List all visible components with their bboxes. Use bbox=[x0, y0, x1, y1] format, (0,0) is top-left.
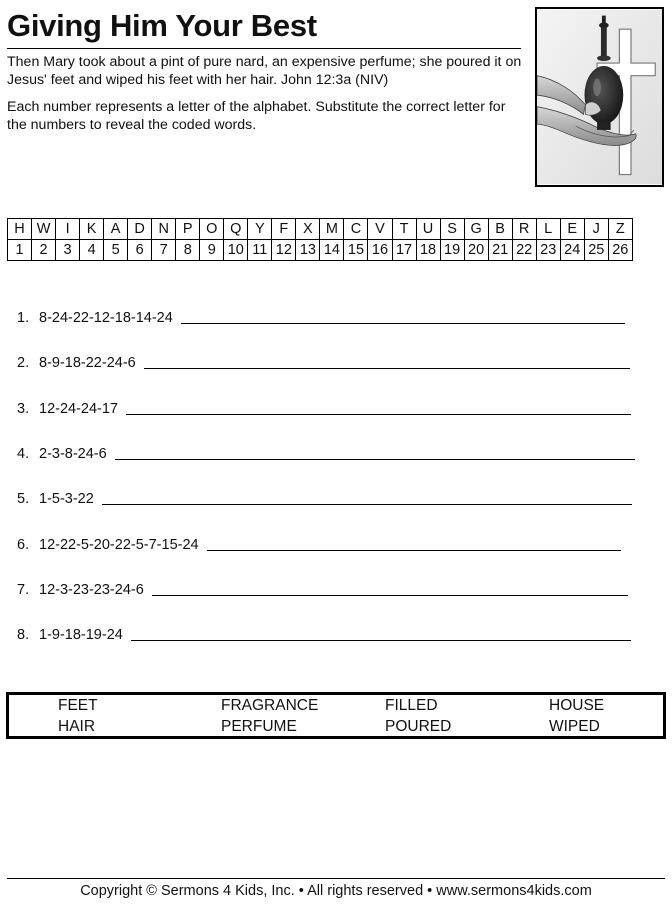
question-code: 12-3-23-23-24-6 bbox=[39, 582, 144, 598]
cipher-letter: C bbox=[344, 219, 368, 240]
cipher-number: 3 bbox=[56, 240, 80, 261]
cipher-number: 21 bbox=[488, 240, 512, 261]
cipher-letter: Z bbox=[608, 219, 632, 240]
cipher-number: 26 bbox=[608, 240, 632, 261]
answer-line[interactable] bbox=[115, 458, 635, 460]
cipher-letter: N bbox=[152, 219, 176, 240]
cipher-letter: G bbox=[464, 219, 488, 240]
cipher-number: 8 bbox=[176, 240, 200, 261]
question-number: 2. bbox=[17, 355, 30, 371]
cipher-letter: Y bbox=[248, 219, 272, 240]
cipher-number: 15 bbox=[344, 240, 368, 261]
cipher-number: 7 bbox=[152, 240, 176, 261]
cipher-letter: S bbox=[440, 219, 464, 240]
cipher-number: 22 bbox=[512, 240, 536, 261]
cipher-letters-row bbox=[8, 219, 633, 240]
cipher-number: 25 bbox=[584, 240, 608, 261]
cipher-letter: A bbox=[104, 219, 128, 240]
cipher-letter: B bbox=[488, 219, 512, 240]
cipher-letter: W bbox=[32, 219, 56, 240]
cipher-number: 4 bbox=[80, 240, 104, 261]
cipher-letter: V bbox=[368, 219, 392, 240]
cipher-letter: O bbox=[200, 219, 224, 240]
word-bank-item: FRAGRANCE bbox=[221, 697, 319, 714]
question-3 bbox=[17, 397, 631, 417]
instructions-text: Each number represents a letter of the alphabet. Substitute the correct letter for the numbers to reveal the coded words. bbox=[7, 99, 506, 133]
question-code: 12-24-24-17 bbox=[39, 401, 118, 417]
answer-line[interactable] bbox=[102, 503, 632, 505]
question-number: 5. bbox=[17, 491, 30, 507]
perfume-illustration bbox=[535, 7, 664, 187]
cipher-number: 19 bbox=[440, 240, 464, 261]
question-1 bbox=[17, 306, 625, 326]
cipher-number: 1 bbox=[8, 240, 32, 261]
question-number: 4. bbox=[17, 446, 30, 462]
cipher-letter: H bbox=[8, 219, 32, 240]
question-code: 8-9-18-22-24-6 bbox=[39, 355, 136, 371]
word-bank-item: FILLED bbox=[385, 697, 438, 714]
cipher-number: 18 bbox=[416, 240, 440, 261]
word-bank-item: HOUSE bbox=[549, 697, 605, 714]
cipher-number: 5 bbox=[104, 240, 128, 261]
question-4 bbox=[17, 442, 635, 462]
answer-line[interactable] bbox=[126, 413, 631, 415]
cipher-number: 20 bbox=[464, 240, 488, 261]
cipher-key-table bbox=[7, 218, 633, 261]
cipher-letter: F bbox=[272, 219, 296, 240]
cipher-number: 9 bbox=[200, 240, 224, 261]
cipher-number: 6 bbox=[128, 240, 152, 261]
word-bank-item: POURED bbox=[385, 718, 452, 735]
question-6 bbox=[17, 533, 621, 553]
cipher-letter: Q bbox=[224, 219, 248, 240]
word-bank-item: HAIR bbox=[58, 718, 96, 735]
question-number: 7. bbox=[17, 582, 30, 598]
question-number: 8. bbox=[17, 627, 30, 643]
hands-with-perfume-icon bbox=[537, 9, 662, 185]
cipher-letter: E bbox=[560, 219, 584, 240]
question-5 bbox=[17, 487, 632, 507]
cipher-letter: P bbox=[176, 219, 200, 240]
question-7 bbox=[17, 578, 628, 598]
word-bank bbox=[6, 692, 666, 739]
cipher-letter: K bbox=[80, 219, 104, 240]
cipher-number: 16 bbox=[368, 240, 392, 261]
title-divider bbox=[7, 48, 521, 49]
answer-line[interactable] bbox=[181, 322, 625, 324]
cipher-number: 17 bbox=[392, 240, 416, 261]
cipher-number: 11 bbox=[248, 240, 272, 261]
word-bank-item: FEET bbox=[58, 697, 98, 714]
answer-line[interactable] bbox=[144, 367, 630, 369]
copyright-footer: Copyright © Sermons 4 Kids, Inc. • All rights reserved • www.sermons4kids.com bbox=[80, 883, 592, 899]
cipher-letter: U bbox=[416, 219, 440, 240]
cipher-letter: J bbox=[584, 219, 608, 240]
question-code: 1-9-18-19-24 bbox=[39, 627, 123, 643]
cipher-number: 24 bbox=[560, 240, 584, 261]
cipher-number: 23 bbox=[536, 240, 560, 261]
question-code: 8-24-22-12-18-14-24 bbox=[39, 310, 173, 326]
cipher-number: 14 bbox=[320, 240, 344, 261]
answer-line[interactable] bbox=[207, 549, 621, 551]
answer-line[interactable] bbox=[152, 594, 628, 596]
cipher-letter: I bbox=[56, 219, 80, 240]
cipher-number: 13 bbox=[296, 240, 320, 261]
cipher-number: 10 bbox=[224, 240, 248, 261]
question-number: 6. bbox=[17, 537, 30, 553]
cipher-number: 2 bbox=[32, 240, 56, 261]
question-number: 1. bbox=[17, 310, 30, 326]
footer-divider bbox=[7, 878, 665, 879]
cipher-letter: L bbox=[536, 219, 560, 240]
question-2 bbox=[17, 351, 630, 371]
cipher-numbers-row bbox=[8, 240, 633, 261]
cipher-letter: R bbox=[512, 219, 536, 240]
question-code: 12-22-5-20-22-5-7-15-24 bbox=[39, 537, 199, 553]
cipher-letter: D bbox=[128, 219, 152, 240]
question-number: 3. bbox=[17, 401, 30, 417]
question-code: 2-3-8-24-6 bbox=[39, 446, 107, 462]
word-bank-item: WIPED bbox=[549, 718, 600, 735]
cipher-letter: T bbox=[392, 219, 416, 240]
question-8 bbox=[17, 623, 631, 643]
cipher-number: 12 bbox=[272, 240, 296, 261]
word-bank-item: PERFUME bbox=[221, 718, 297, 735]
verse-text: Then Mary took about a pint of pure nard, an expensive perfume; she poured it on Jesus' feet and wiped his feet with her hair. John 12:3a (NIV) bbox=[7, 54, 522, 88]
answer-line[interactable] bbox=[131, 639, 631, 641]
page-title: Giving Him Your Best bbox=[7, 8, 317, 43]
question-code: 1-5-3-22 bbox=[39, 491, 94, 507]
cipher-letter: M bbox=[320, 219, 344, 240]
cipher-letter: X bbox=[296, 219, 320, 240]
